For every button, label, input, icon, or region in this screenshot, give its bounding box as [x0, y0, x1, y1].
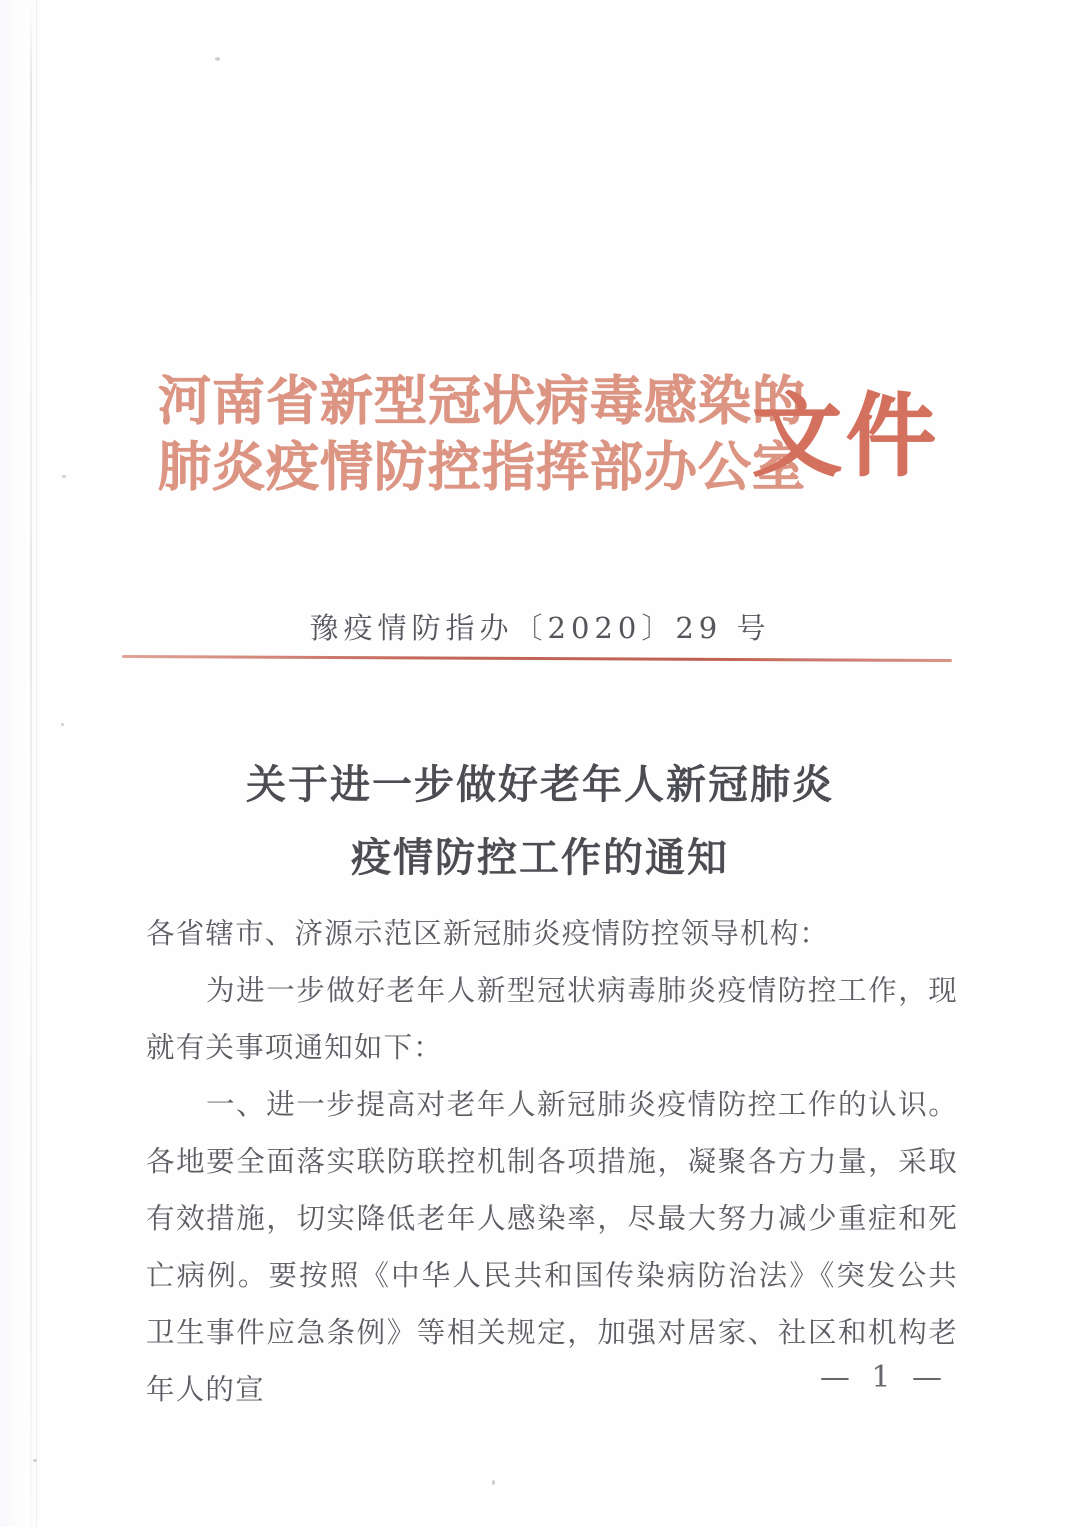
page-number-footer: — 1 —: [819, 1360, 948, 1395]
page-title-line-1: 关于进一步做好老年人新冠肺炎: [246, 761, 834, 808]
letterhead-document-badge: 文件: [752, 383, 940, 489]
document-number: 豫疫情防指办〔2020〕29 号: [309, 611, 771, 645]
body-paragraph-1: 为进一步做好老年人新型冠状病毒肺炎疫情防控工作，现就有关事项通知如下：: [146, 974, 958, 1064]
body-salutation: 各省辖市、济源示范区新冠肺炎疫情防控领导机构：: [146, 917, 830, 950]
scan-speck: [62, 475, 66, 478]
scan-speck: [61, 723, 64, 726]
body-paragraph-2: 一、进一步提高对老年人新冠肺炎疫情防控工作的认识。各地要全面落实联防联控机制各项措施，凝聚各方力量，采取有效措施，切实降低老年人感染率，尽最大努力减少重症和死亡病例。要按照《中华人民共和国传染病防治法》《突发公共卫生事件应急条例》等相关规定，加强对居家、社区和机构老年人的宣: [146, 1088, 958, 1406]
masthead-line-1: 河南省新型冠状病毒感染的: [158, 370, 806, 432]
scan-speck: [215, 57, 220, 61]
page-title: [0, 748, 1080, 894]
document-body: [146, 905, 958, 1418]
scan-speck: [492, 1480, 495, 1485]
masthead-line-2: 肺炎疫情防控指挥部办公室: [158, 436, 806, 498]
page-title-line-2: 疫情防控工作的通知: [351, 834, 729, 881]
letterhead-masthead: [158, 368, 806, 500]
red-separator-rule: [122, 655, 952, 662]
scan-speck: [33, 1459, 37, 1462]
